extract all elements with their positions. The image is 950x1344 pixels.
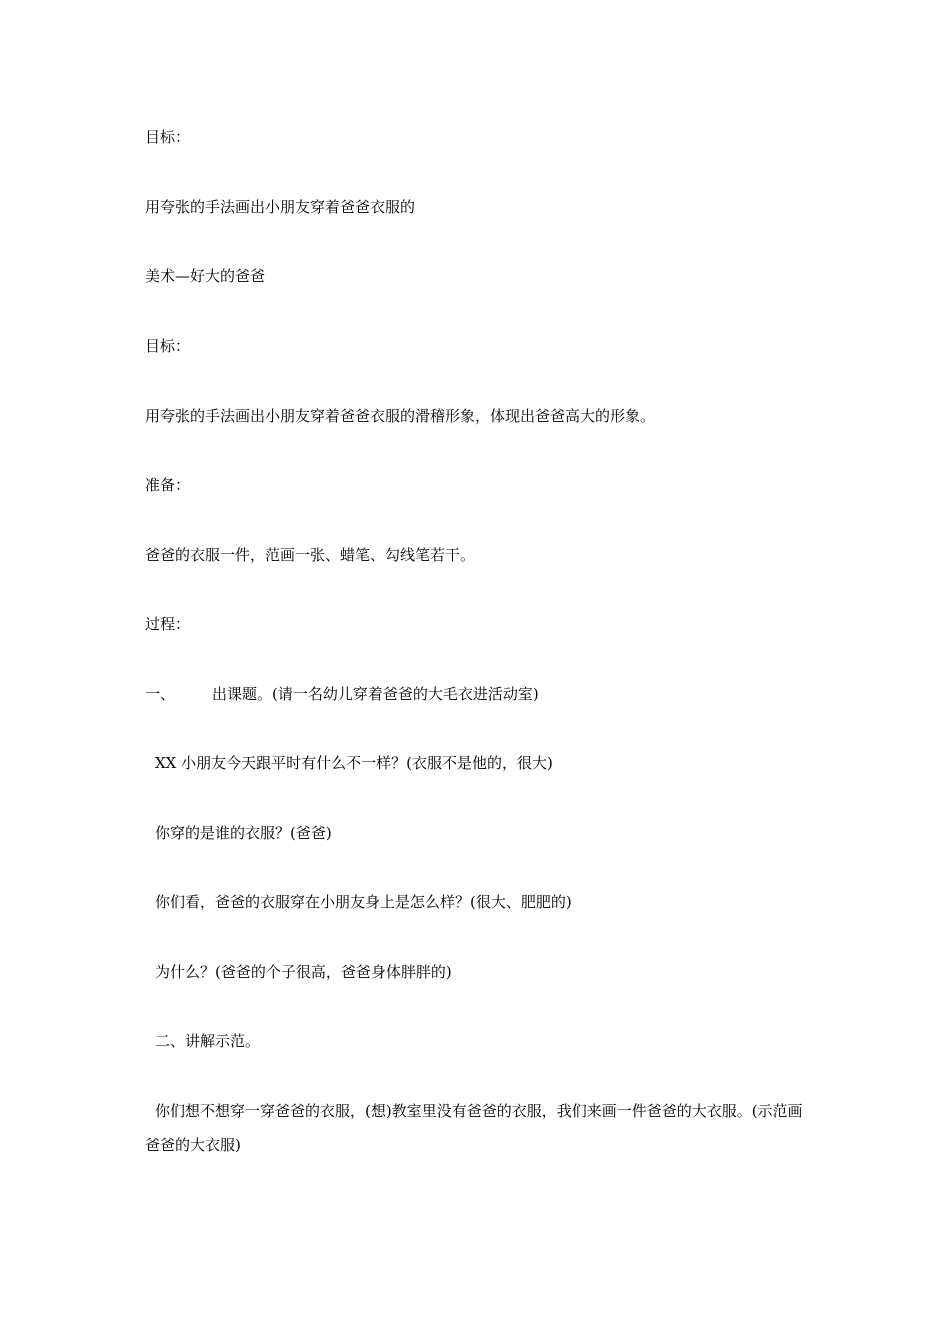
demonstration-paragraph: 你们想不想穿一穿爸爸的衣服，(想)教室里没有爸爸的衣服，我们来画一件爸爸的大衣服。(示范画爸爸的大衣服) (145, 1102, 803, 1154)
preparation-text: 爸爸的衣服一件，范画一张、蜡笔、勾线笔若干。 (145, 546, 476, 564)
dialogue-line-1: XX 小朋友今天跟平时有什么不一样？(衣服不是他的，很大) (155, 754, 553, 772)
goal-text: 用夸张的手法画出小朋友穿着爸爸衣服的滑稽形象，体现出爸爸高大的形象。 (145, 407, 656, 425)
lesson-title: 美术—好大的爸爸 (145, 267, 266, 285)
dialogue-line-2: 你穿的是谁的衣服？(爸爸) (155, 824, 332, 842)
dialogue-line-4: 为什么？(爸爸的个子很高，爸爸身体胖胖的) (155, 963, 452, 981)
goal-text-fragment: 用夸张的手法画出小朋友穿着爸爸衣服的 (145, 198, 416, 216)
heading-goal: 目标： (145, 128, 191, 146)
heading-preparation: 准备： (145, 476, 191, 494)
step-two-heading: 二、讲解示范。 (155, 1032, 261, 1050)
heading-goal-2: 目标： (145, 337, 191, 355)
heading-process: 过程： (145, 615, 191, 633)
step-one-number: 一、 (145, 685, 176, 703)
step-one-text: 出课题。(请一名幼儿穿着爸爸的大毛衣进活动室) (212, 685, 539, 703)
step-one (145, 684, 539, 704)
dialogue-line-3: 你们看，爸爸的衣服穿在小朋友身上是怎么样？(很大、肥肥的) (155, 893, 572, 911)
